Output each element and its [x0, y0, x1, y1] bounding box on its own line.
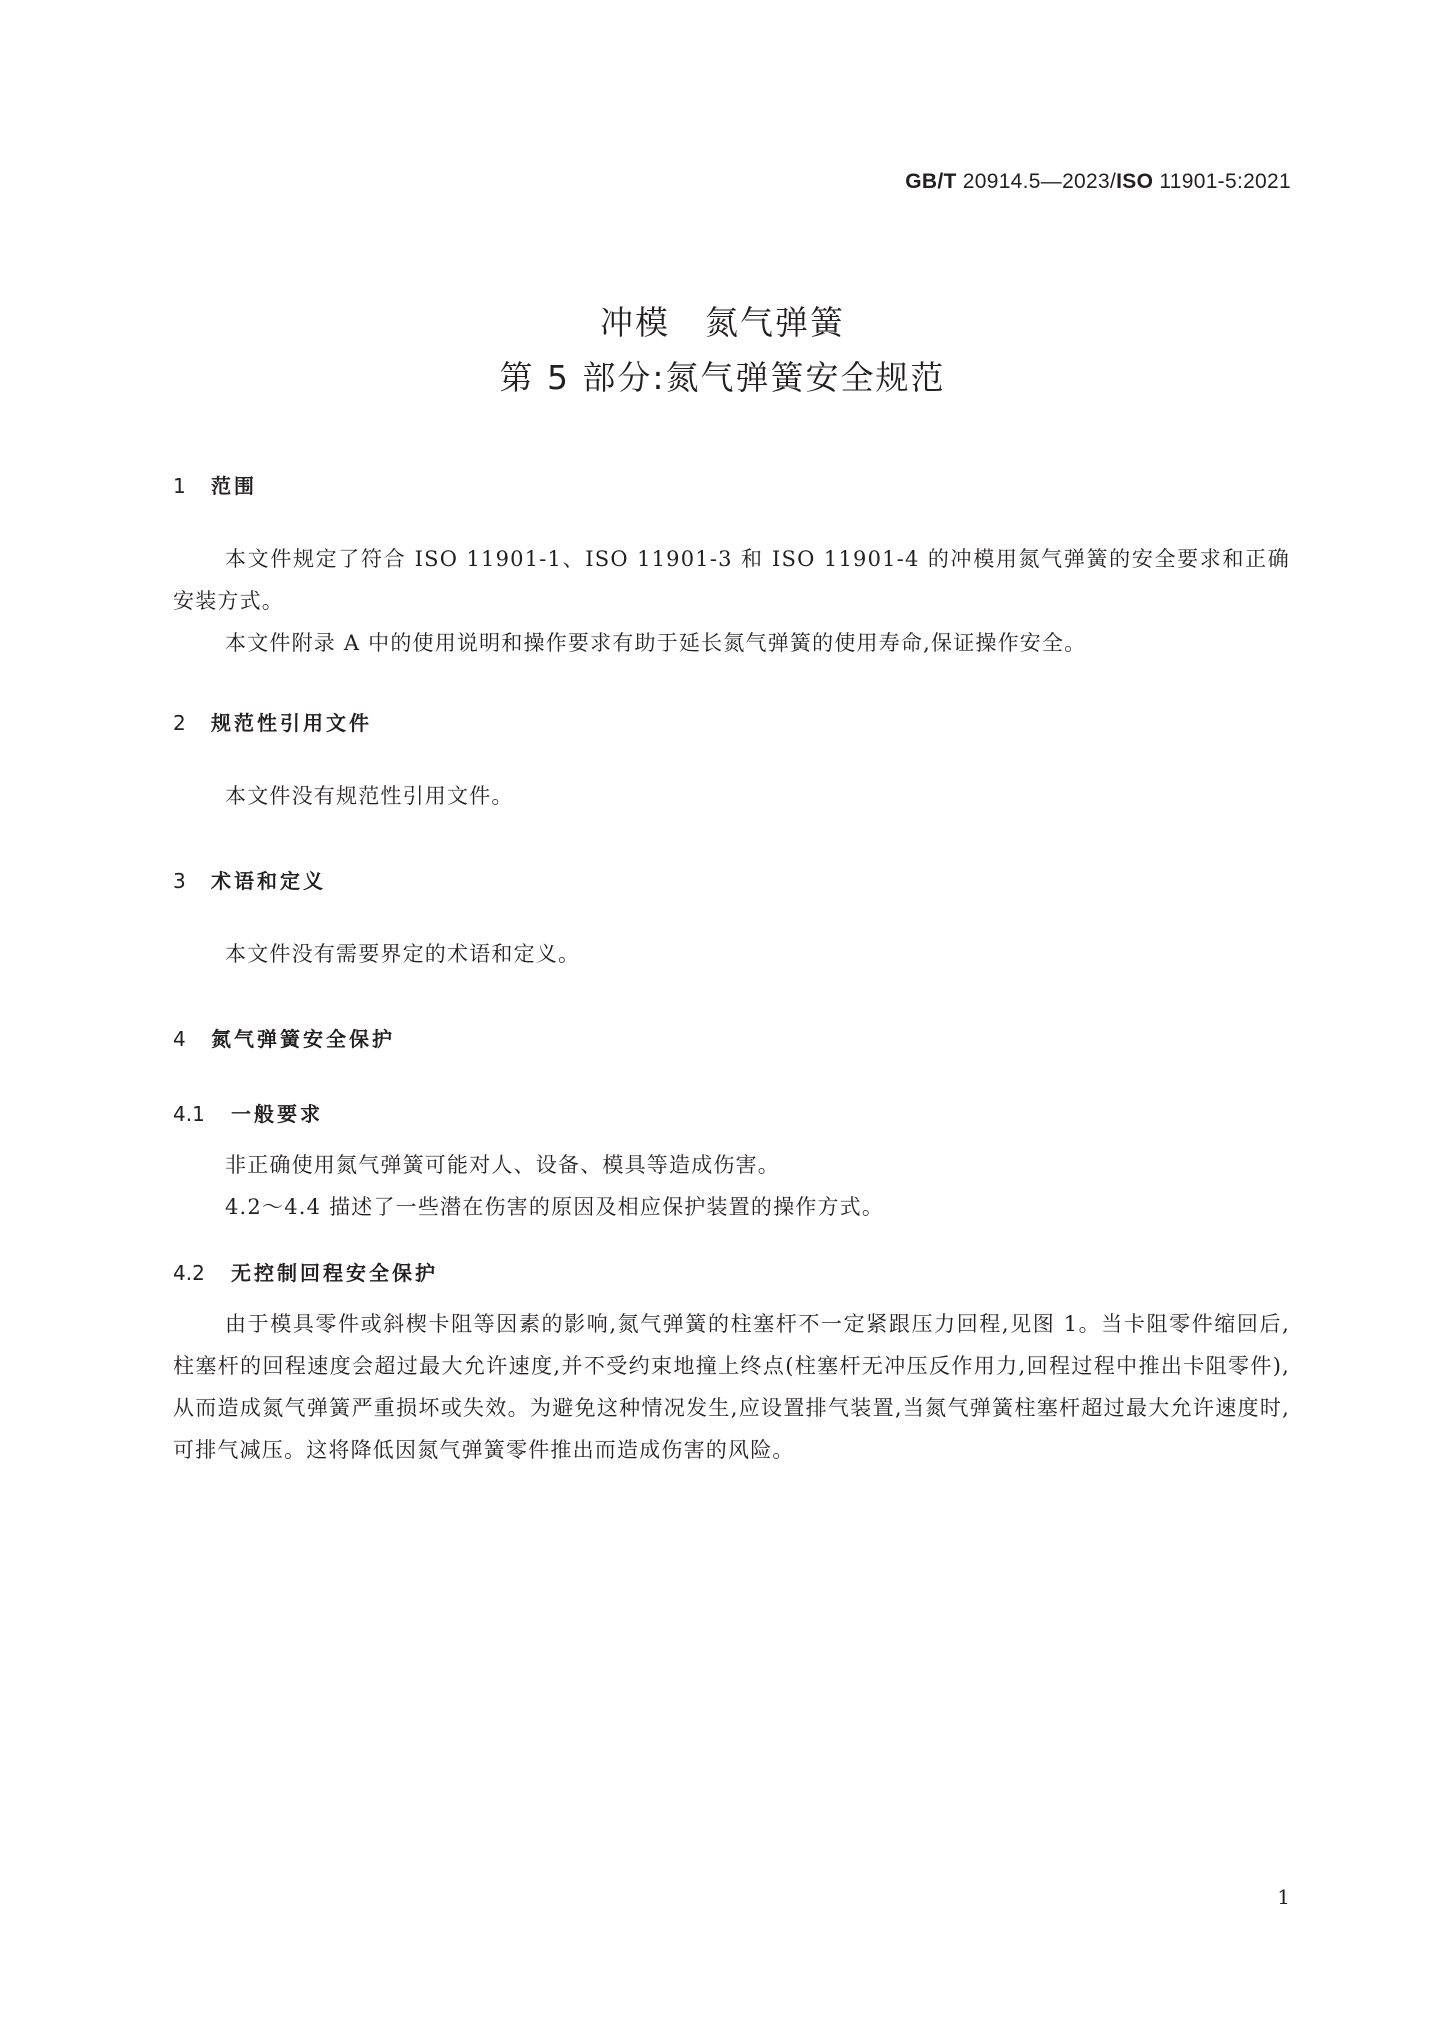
section-4-1-paragraph-2: 4.2～4.4 描述了一些潜在伤害的原因及相应保护装置的操作方式。: [225, 1195, 885, 1219]
section-2-heading: [173, 707, 372, 736]
section-title: 术语和定义: [211, 869, 326, 893]
section-1-paragraph-2: 本文件附录 A 中的使用说明和操作要求有助于延长氮气弹簧的使用寿命,保证操作安全。: [225, 631, 1087, 655]
section-1-heading: [173, 470, 257, 499]
iso-prefix: ISO: [1116, 170, 1154, 193]
section-number: 4: [173, 1027, 186, 1051]
page-number: 1: [1277, 1885, 1290, 1909]
section-4-1-paragraph-1: 非正确使用氮气弹簧可能对人、设备、模具等造成伤害。: [225, 1153, 780, 1177]
section-title: 无控制回程安全保护: [231, 1261, 438, 1285]
section-4-2-paragraph-1: 由于模具零件或斜楔卡阻等因素的影响,氮气弹簧的柱塞杆不一定紧跟压力回程,见图 1。当卡阻零件缩回后,柱塞杆的回程速度会超过最大允许速度,并不受约束地撞上终点(柱塞杆无冲压反作用力,回程过程中推出卡阻零件),从而造成氮气弹簧严重损坏或失效。为避免这种情况发生,应设置排气装置,当氮气弹簧柱塞杆超过最大允许速度时,可排气减压。这将降低因氮气弹簧零件推出而造成伤害的风险。: [173, 1312, 1290, 1462]
standard-number: 20914.5—2023/: [956, 170, 1117, 193]
section-4-2-heading: [173, 1257, 438, 1286]
document-title-line1: 冲模 氮气弹簧: [600, 303, 845, 342]
section-title: 氮气弹簧安全保护: [211, 1027, 395, 1051]
section-title: 一般要求: [231, 1102, 323, 1126]
section-2-paragraph-1: 本文件没有规范性引用文件。: [225, 784, 514, 808]
section-number: 4.1: [173, 1102, 205, 1126]
section-3-heading: [173, 865, 326, 894]
section-4-heading: [173, 1023, 395, 1052]
section-title: 范围: [211, 474, 257, 498]
section-number: 4.2: [173, 1261, 205, 1285]
section-title: 规范性引用文件: [211, 711, 372, 735]
section-1-paragraph-1: 本文件规定了符合 ISO 11901-1、ISO 11901-3 和 ISO 11901-4 的冲模用氮气弹簧的安全要求和正确安装方式。: [173, 547, 1290, 613]
iso-number: 11901-5:2021: [1153, 170, 1291, 193]
section-3-paragraph-1: 本文件没有需要界定的术语和定义。: [225, 942, 581, 966]
standard-identifier: [905, 170, 1291, 194]
document-title-line2: 第 5 部分:氮气弹簧安全规范: [499, 358, 946, 397]
section-4-1-heading: [173, 1098, 323, 1127]
section-number: 3: [173, 869, 186, 893]
standard-prefix: GB/T: [905, 170, 957, 193]
section-number: 1: [173, 474, 186, 498]
section-number: 2: [173, 711, 186, 735]
